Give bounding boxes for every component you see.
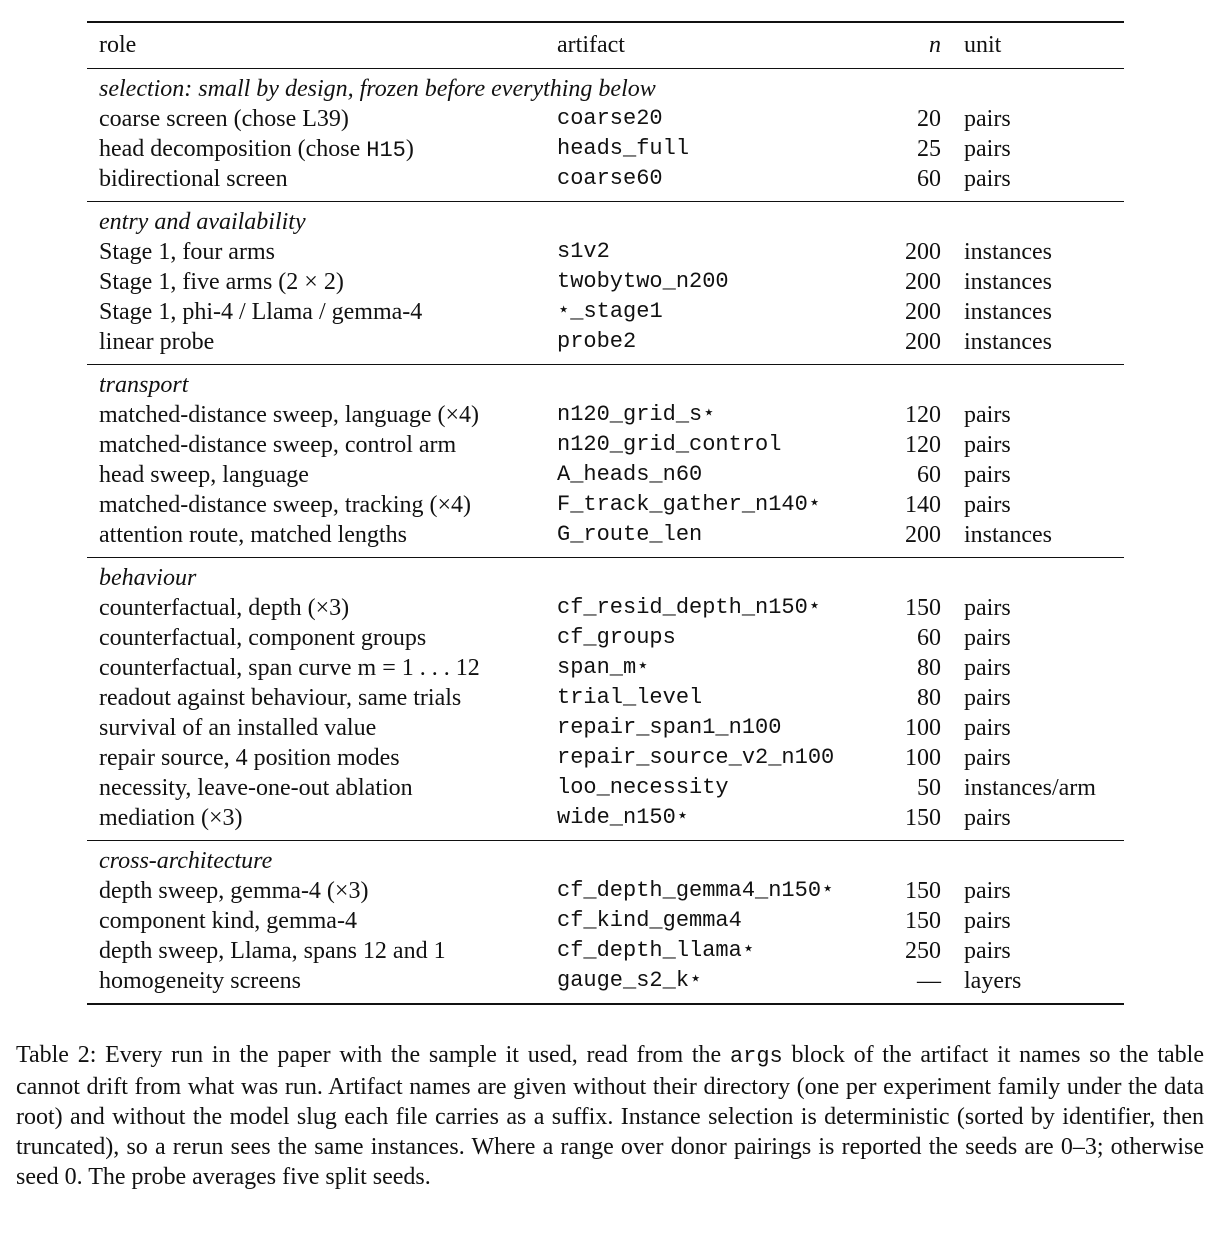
cell-artifact: coarse60 xyxy=(557,166,663,191)
table-row xyxy=(87,400,1124,430)
cell-unit: pairs xyxy=(964,402,1011,428)
table-row xyxy=(87,104,1124,134)
table-section xyxy=(87,841,1124,1003)
cell-n: 60 xyxy=(917,166,941,192)
table-row xyxy=(87,743,1124,773)
cell-n: 25 xyxy=(917,136,941,162)
table-row xyxy=(87,906,1124,936)
cell-n: 150 xyxy=(905,595,941,621)
cell-artifact: trial_level xyxy=(557,685,703,710)
cell-unit: instances xyxy=(964,329,1052,355)
table-section xyxy=(87,202,1124,364)
cell-n: 150 xyxy=(905,908,941,934)
cell-artifact: s1v2 xyxy=(557,239,610,264)
cell-n: 80 xyxy=(917,655,941,681)
cell-role: attention route, matched lengths xyxy=(99,522,407,548)
cell-role: repair source, 4 position modes xyxy=(99,745,400,771)
cell-role-code: H15 xyxy=(366,138,406,163)
section-title: entry and availability xyxy=(99,209,306,235)
cell-role: necessity, leave-one-out ablation xyxy=(99,775,413,801)
cell-unit: pairs xyxy=(964,462,1011,488)
section-title: behaviour xyxy=(99,565,197,591)
cell-artifact: cf_depth_llama⋆ xyxy=(557,938,756,963)
section-title-row xyxy=(87,207,1124,237)
cell-role: Stage 1, phi-4 / Llama / gemma-4 xyxy=(99,299,423,325)
cell-n: 200 xyxy=(905,329,941,355)
cell-n: — xyxy=(917,968,941,994)
cell-artifact: repair_source_v2_n100 xyxy=(557,745,835,770)
cell-artifact: n120_grid_s⋆ xyxy=(557,402,716,427)
table-section xyxy=(87,69,1124,201)
cell-artifact: heads_full xyxy=(557,136,690,161)
cell-role: counterfactual, depth (×3) xyxy=(99,595,350,621)
cell-role: Stage 1, four arms xyxy=(99,239,275,265)
cell-role: head sweep, language xyxy=(99,462,309,488)
cell-n: 60 xyxy=(917,462,941,488)
caption-text-2: block of the artifact it names so the table cannot drift from what was run. Artifact names are given without their directory (one per experiment family under the data root) and without the model slug each file carries as a suffix. Instance selection is deterministic (sorted by identifier, then truncated), so a rerun sees the same instances. Where a range over donor pairings is reported the seeds are 0–3; otherwise seed 0. The probe averages five split seeds. xyxy=(16,1042,1204,1190)
cell-artifact: probe2 xyxy=(557,329,637,354)
table-row xyxy=(87,490,1124,520)
table-row xyxy=(87,297,1124,327)
cell-artifact: cf_groups xyxy=(557,625,676,650)
cell-role: matched-distance sweep, control arm xyxy=(99,432,457,458)
table-row xyxy=(87,966,1124,996)
cell-unit: pairs xyxy=(964,938,1011,964)
runs-table xyxy=(87,21,1124,1005)
cell-n: 120 xyxy=(905,432,941,458)
cell-artifact: gauge_s2_k⋆ xyxy=(557,968,703,993)
cell-unit: pairs xyxy=(964,805,1011,831)
cell-role: coarse screen (chose L39) xyxy=(99,106,349,132)
section-title: cross-architecture xyxy=(99,848,273,874)
section-title-row xyxy=(87,370,1124,400)
table-body xyxy=(87,68,1124,1003)
cell-unit: pairs xyxy=(964,492,1011,518)
cell-unit: layers xyxy=(964,968,1022,994)
cell-artifact: cf_depth_gemma4_n150⋆ xyxy=(557,878,835,903)
table-row xyxy=(87,623,1124,653)
cell-role: survival of an installed value xyxy=(99,715,377,741)
cell-n: 200 xyxy=(905,299,941,325)
cell-unit: pairs xyxy=(964,878,1011,904)
cell-n: 80 xyxy=(917,685,941,711)
cell-n: 200 xyxy=(905,239,941,265)
cell-unit: pairs xyxy=(964,745,1011,771)
cell-artifact: cf_kind_gemma4 xyxy=(557,908,742,933)
table-row xyxy=(87,803,1124,833)
cell-role: counterfactual, component groups xyxy=(99,625,427,651)
table-row xyxy=(87,773,1124,803)
cell-unit: pairs xyxy=(964,655,1011,681)
cell-artifact: coarse20 xyxy=(557,106,663,131)
cell-n: 50 xyxy=(917,775,941,801)
table-row xyxy=(87,593,1124,623)
cell-n: 250 xyxy=(905,938,941,964)
header-unit: unit xyxy=(964,32,1002,58)
cell-artifact: wide_n150⋆ xyxy=(557,805,690,830)
cell-n: 150 xyxy=(905,805,941,831)
cell-unit: pairs xyxy=(964,625,1011,651)
cell-n: 150 xyxy=(905,878,941,904)
cell-n: 200 xyxy=(905,269,941,295)
cell-unit: pairs xyxy=(964,136,1011,162)
cell-n: 200 xyxy=(905,522,941,548)
cell-artifact: repair_span1_n100 xyxy=(557,715,782,740)
table-caption xyxy=(16,1040,1204,1192)
table-row xyxy=(87,430,1124,460)
cell-n: 100 xyxy=(905,715,941,741)
table-row xyxy=(87,327,1124,357)
cell-artifact: A_heads_n60 xyxy=(557,462,703,487)
section-title-row xyxy=(87,846,1124,876)
caption-text-1: Table 2: Every run in the paper with the sample it used, read from the xyxy=(16,1042,730,1068)
section-title-row xyxy=(87,74,1124,104)
cell-role: bidirectional screen xyxy=(99,166,288,192)
cell-unit: pairs xyxy=(964,595,1011,621)
section-title: transport xyxy=(99,372,189,398)
table-row xyxy=(87,683,1124,713)
table-row xyxy=(87,936,1124,966)
cell-unit: instances xyxy=(964,269,1052,295)
cell-role xyxy=(99,134,414,166)
cell-n: 120 xyxy=(905,402,941,428)
cell-unit: instances xyxy=(964,239,1052,265)
table-row xyxy=(87,237,1124,267)
cell-artifact: loo_necessity xyxy=(557,775,729,800)
table-row xyxy=(87,876,1124,906)
caption-args-code: args xyxy=(729,1044,783,1069)
table-section xyxy=(87,558,1124,840)
cell-n: 140 xyxy=(905,492,941,518)
table-row xyxy=(87,520,1124,550)
cell-unit: pairs xyxy=(964,685,1011,711)
cell-unit: pairs xyxy=(964,908,1011,934)
cell-artifact: F_track_gather_n140⋆ xyxy=(557,492,822,517)
cell-artifact: twobytwo_n200 xyxy=(557,269,729,294)
cell-n: 60 xyxy=(917,625,941,651)
table-section xyxy=(87,365,1124,557)
cell-role-text-end: ) xyxy=(405,136,414,162)
cell-artifact: G_route_len xyxy=(557,522,703,547)
section-title-row xyxy=(87,563,1124,593)
header-role: role xyxy=(99,32,137,58)
cell-n: 100 xyxy=(905,745,941,771)
cell-artifact: span_m⋆ xyxy=(557,655,650,680)
table-row xyxy=(87,164,1124,194)
cell-unit: pairs xyxy=(964,106,1011,132)
cell-unit: pairs xyxy=(964,715,1011,741)
cell-artifact: cf_resid_depth_n150⋆ xyxy=(557,595,822,620)
cell-role-text: head decomposition (chose xyxy=(99,136,367,162)
header-n: n xyxy=(929,32,941,58)
cell-unit: pairs xyxy=(964,432,1011,458)
table-row xyxy=(87,713,1124,743)
cell-unit: instances xyxy=(964,299,1052,325)
cell-unit: instances xyxy=(964,522,1052,548)
cell-role: depth sweep, gemma-4 (×3) xyxy=(99,878,369,904)
table-header-row xyxy=(87,23,1124,68)
table-bottom-rule xyxy=(87,1003,1124,1005)
section-title: selection: small by design, frozen before everything below xyxy=(99,76,656,102)
cell-artifact: n120_grid_control xyxy=(557,432,782,457)
cell-unit: pairs xyxy=(964,166,1011,192)
cell-role: Stage 1, five arms (2 × 2) xyxy=(99,269,344,295)
cell-role: matched-distance sweep, language (×4) xyxy=(99,402,480,428)
cell-role: depth sweep, Llama, spans 12 and 1 xyxy=(99,938,446,964)
table-row xyxy=(87,653,1124,683)
table-row xyxy=(87,134,1124,164)
table-row xyxy=(87,460,1124,490)
cell-role: matched-distance sweep, tracking (×4) xyxy=(99,492,472,518)
cell-role: homogeneity screens xyxy=(99,968,301,994)
table-row xyxy=(87,267,1124,297)
cell-unit: instances/arm xyxy=(964,775,1096,801)
cell-role: linear probe xyxy=(99,329,215,355)
cell-artifact: ⋆_stage1 xyxy=(557,299,663,324)
cell-role: mediation (×3) xyxy=(99,805,243,831)
cell-role: readout against behaviour, same trials xyxy=(99,685,462,711)
cell-n: 20 xyxy=(917,106,941,132)
cell-role: component kind, gemma-4 xyxy=(99,908,357,934)
header-artifact: artifact xyxy=(557,32,625,58)
cell-role: counterfactual, span curve m = 1 . . . 12 xyxy=(99,655,480,681)
